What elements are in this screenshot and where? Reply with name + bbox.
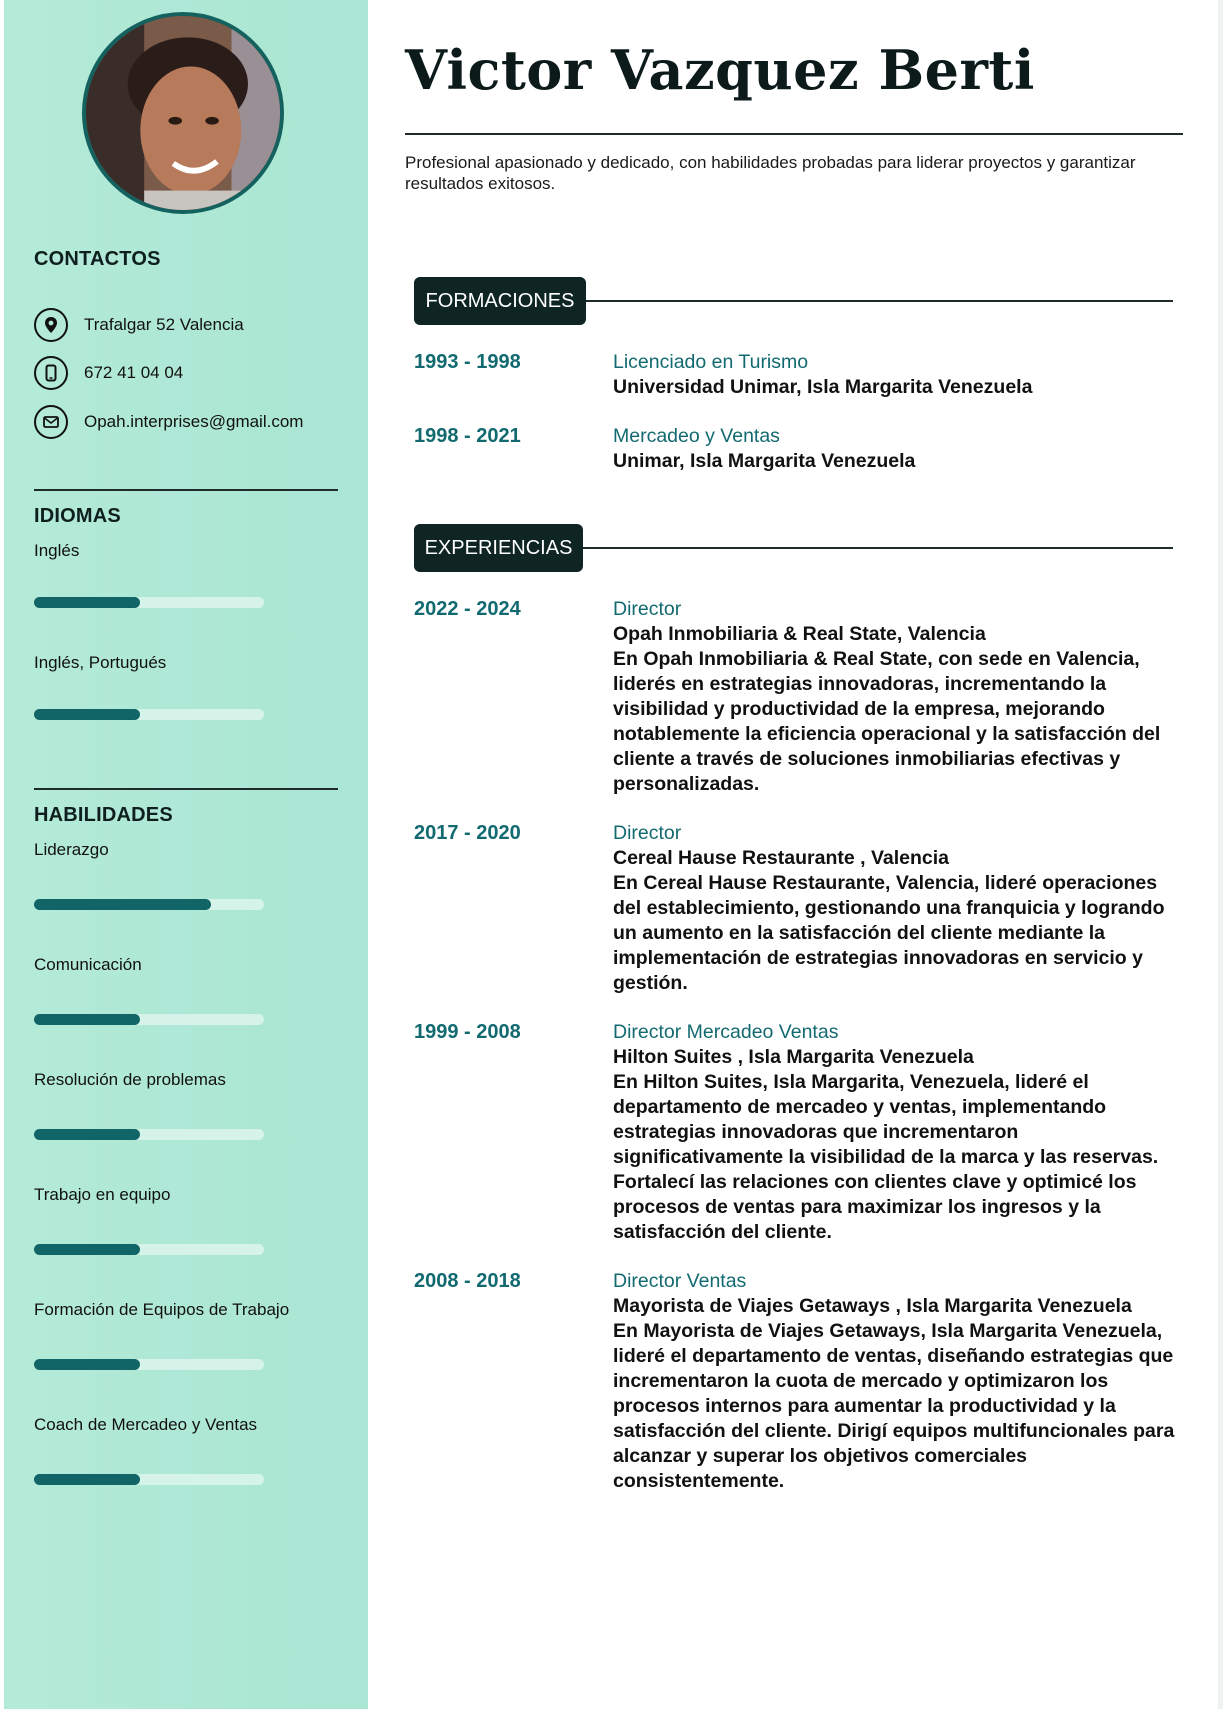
profile-photo xyxy=(86,16,280,210)
skill-level-fill xyxy=(34,1359,140,1370)
education-title: Licenciado en Turismo xyxy=(613,351,809,373)
experience-heading-rule xyxy=(583,547,1173,549)
education-title: Mercadeo y Ventas xyxy=(613,425,780,447)
skill-level-fill xyxy=(34,899,211,910)
contact-address-text: Trafalgar 52 Valencia xyxy=(84,315,244,334)
education-place: Universidad Unimar, Isla Margarita Venezuela xyxy=(613,376,1033,398)
skill-label: Liderazgo xyxy=(34,840,109,859)
language-level-fill xyxy=(34,597,140,608)
location-pin-icon xyxy=(34,308,68,342)
page-edge xyxy=(1218,0,1223,1709)
experience-years: 2008 - 2018 xyxy=(414,1270,521,1292)
languages-heading: IDIOMAS xyxy=(34,505,121,527)
sidebar-divider xyxy=(34,489,338,491)
contact-email xyxy=(34,405,303,439)
experience-years: 1999 - 2008 xyxy=(414,1021,521,1043)
skill-level-bar xyxy=(34,1014,264,1025)
skill-level-bar xyxy=(34,1244,264,1255)
experience-description: En Mayorista de Viajes Getaways, Isla Margarita Venezuela, lideré el departamento de ventas, diseñando estrategias que incrementaron la cuota de mercado y optimizaron los procesos internos para aumentar la productividad y la satisfacción del cliente. Dirigí equipos multifuncionales para alcanzar y superar los objetivos comerciales consistentemente. xyxy=(613,1320,1175,1492)
education-years: 1998 - 2021 xyxy=(414,425,521,447)
skill-label: Formación de Equipos de Trabajo xyxy=(34,1300,290,1319)
language-level-bar xyxy=(34,597,264,608)
experience-title: Director Ventas xyxy=(613,1270,747,1292)
experience-entry xyxy=(613,1269,1183,1494)
header-divider xyxy=(405,133,1183,135)
education-heading-rule xyxy=(586,300,1173,302)
profile-summary: Profesional apasionado y dedicado, con habilidades probadas para liderar proyectos y garantizar resultados exitosos. xyxy=(405,153,1136,193)
contact-email-text[interactable]: Opah.interprises@gmail.com xyxy=(84,412,304,431)
skills-heading: HABILIDADES xyxy=(34,804,173,826)
experience-title: Director xyxy=(613,598,682,620)
experience-entry xyxy=(613,821,1183,996)
contact-phone-text: 672 41 04 04 xyxy=(84,363,184,382)
person-name: Victor Vazquez Berti xyxy=(405,38,1035,102)
contacts-heading: CONTACTOS xyxy=(34,248,161,270)
experience-company: Hilton Suites , Isla Margarita Venezuela xyxy=(613,1046,974,1068)
mail-icon xyxy=(34,405,68,439)
skill-level-bar xyxy=(34,1129,264,1140)
experience-company: Opah Inmobiliaria & Real State, Valencia xyxy=(613,623,986,645)
skill-level-bar xyxy=(34,1359,264,1370)
language-level-fill xyxy=(34,709,140,720)
experience-entry xyxy=(613,597,1183,797)
skill-level-fill xyxy=(34,1474,140,1485)
experience-years: 2017 - 2020 xyxy=(414,822,521,844)
experience-title: Director Mercadeo Ventas xyxy=(613,1021,839,1043)
contact-address xyxy=(34,308,244,342)
language-label: Inglés, Portugués xyxy=(34,653,167,672)
skill-level-bar xyxy=(34,899,264,910)
education-heading: FORMACIONES xyxy=(414,277,586,325)
phone-icon xyxy=(34,356,68,390)
education-entry xyxy=(613,350,1183,400)
language-label: Inglés xyxy=(34,541,80,560)
experience-heading: EXPERIENCIAS xyxy=(414,524,583,572)
experience-description: En Cereal Hause Restaurante, Valencia, lideré operaciones del establecimiento, gestionando una franquicia y logrando un aumento en la satisfacción del cliente mediante la implementación de estrategias innovadoras en servicio y gestión. xyxy=(613,872,1165,994)
language-level-bar xyxy=(34,709,264,720)
skill-level-fill xyxy=(34,1129,140,1140)
skill-label: Comunicación xyxy=(34,955,142,974)
experience-years: 2022 - 2024 xyxy=(414,598,521,620)
education-place: Unimar, Isla Margarita Venezuela xyxy=(613,450,916,472)
experience-title: Director xyxy=(613,822,682,844)
skill-level-bar xyxy=(34,1474,264,1485)
experience-company: Mayorista de Viajes Getaways , Isla Margarita Venezuela xyxy=(613,1295,1132,1317)
skill-level-fill xyxy=(34,1014,140,1025)
education-entry xyxy=(613,424,1183,474)
experience-company: Cereal Hause Restaurante , Valencia xyxy=(613,847,950,869)
contact-phone xyxy=(34,356,183,390)
skill-label: Coach de Mercadeo y Ventas xyxy=(34,1415,258,1434)
avatar xyxy=(82,12,284,214)
skill-label: Trabajo en equipo xyxy=(34,1185,171,1204)
education-years: 1993 - 1998 xyxy=(414,351,521,373)
sidebar-divider xyxy=(34,788,338,790)
skill-level-fill xyxy=(34,1244,140,1255)
experience-description: En Hilton Suites, Isla Margarita, Venezuela, lideré el departamento de mercadeo y ventas, implementando estrategias innovadoras que incrementaron significativamente la visibilidad de la marca y las reservas. Fortalecí las relaciones con clientes clave y optimicé los procesos de ventas para maximizar los ingresos y la satisfacción del cliente. xyxy=(613,1071,1159,1243)
experience-entry xyxy=(613,1020,1183,1245)
experience-description: En Opah Inmobiliaria & Real State, con sede en Valencia, liderés en estrategias innovadoras, incrementando la visibilidad y productividad de la empresa, mejorando notablemente la eficiencia operacional y la satisfacción del cliente a través de soluciones inmobiliarias efectivas y personalizadas. xyxy=(613,648,1161,795)
skill-label: Resolución de problemas xyxy=(34,1070,226,1089)
